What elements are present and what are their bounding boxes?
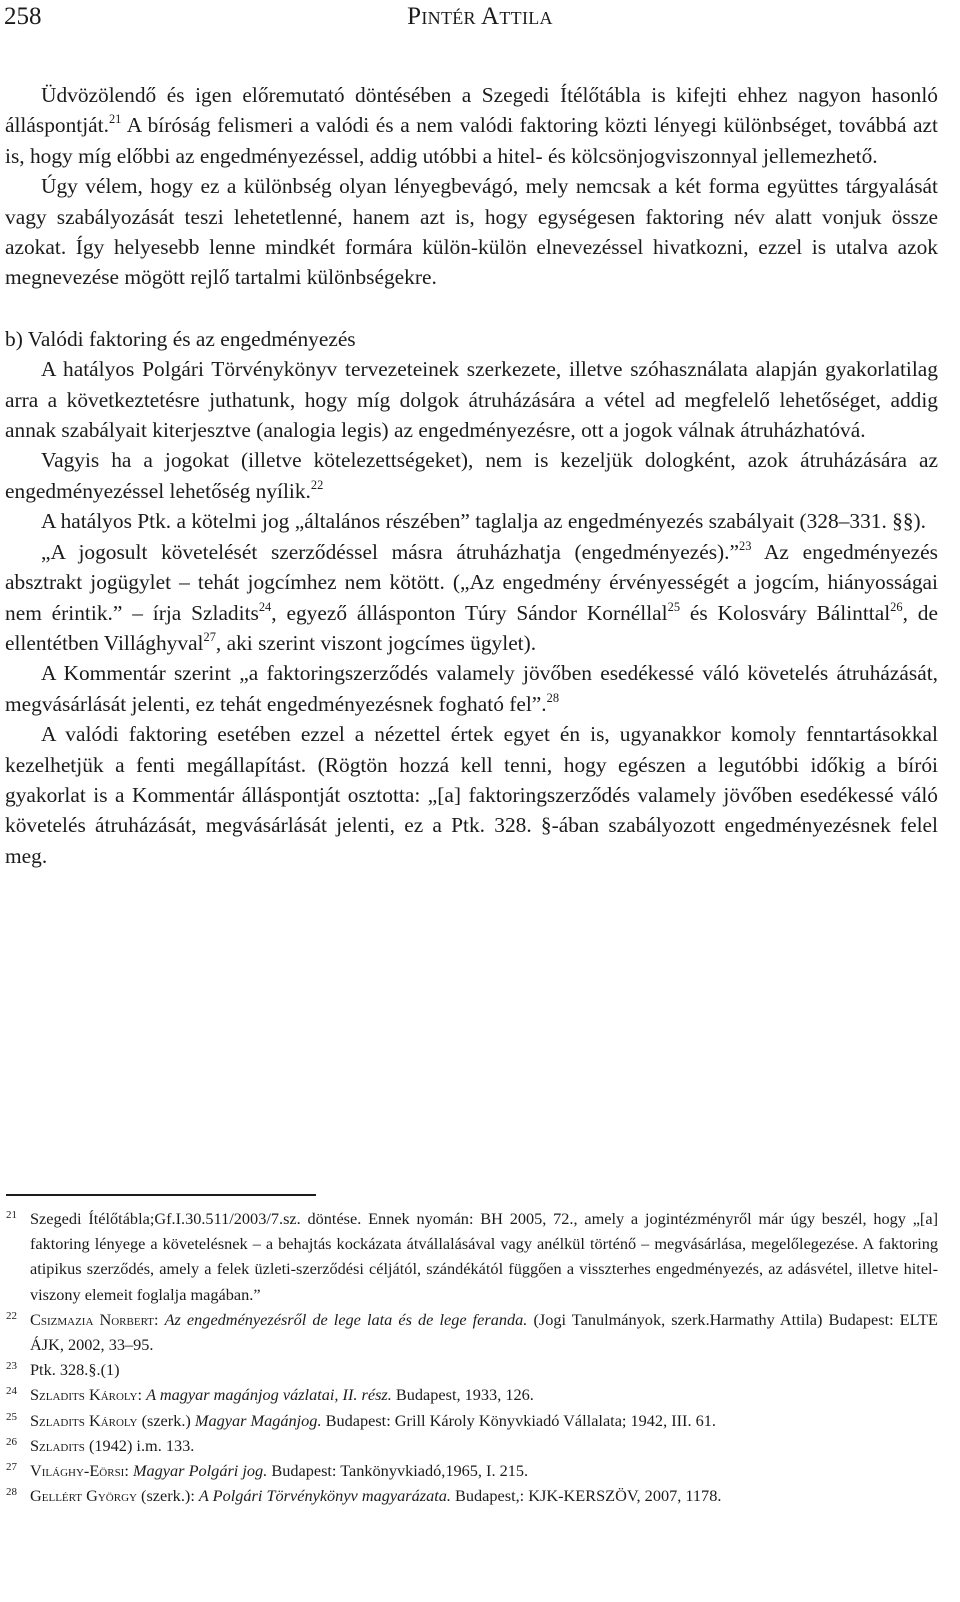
footnote-author: Világhy-Eörsi: xyxy=(30,1461,129,1481)
footnote-number: 26 xyxy=(6,1435,17,1448)
footnote-21 xyxy=(6,1206,938,1307)
page-number: 258 xyxy=(4,3,42,30)
footnote-number: 25 xyxy=(6,1410,17,1423)
footnote-text: Ptk. 328.§.(1) xyxy=(30,1360,120,1380)
section-heading: b) Valódi faktoring és az engedményezés xyxy=(5,326,356,351)
footnote-number: 24 xyxy=(6,1385,17,1398)
paragraph-6-text-c: , egyező állásponton Túry Sándor Kornéllal xyxy=(271,600,668,625)
paragraph-4-text: Vagyis ha a jogokat (illetve kötelezettségeket), nem is kezeljük dologként, azok átruházására az engedményezéssel lehetőség nyílik. xyxy=(5,448,938,503)
paragraph-6-text-a: „A jogosult követelését szerződéssel másra átruházhatja (engedményezés).” xyxy=(41,539,740,564)
footnote-number: 27 xyxy=(6,1461,17,1474)
footnote-22 xyxy=(6,1307,938,1357)
footnote-text: Budapest: Tankönyvkiadó,1965, I. 215. xyxy=(267,1461,529,1481)
footnote-text: (szerk.): xyxy=(136,1486,199,1506)
footnote-text: Budapest, 1933, 126. xyxy=(391,1385,534,1405)
paragraph-8: A valódi faktoring esetében ezzel a nézettel értek egyet én is, ugyanakkor komoly fenntartásokkal kezelhetjük a fenti megállapítást. (Rögtön hozzá kell tenni, hogy egészen a legutóbbi időkig a bírói gyakorlat is a Kommentár álláspontját osztotta: „[a] faktoringszerződés valamely jövőben esedékessé váló követelés átruházását, megvásárlását jelenti, ez a Ptk. 328. §-ában szabályozott engedményezésnek felel meg. xyxy=(5,722,938,868)
footnote-ref-28[interactable]: 28 xyxy=(546,690,560,705)
footnote-ref-21[interactable]: 21 xyxy=(108,112,122,127)
footnote-title: Magyar Magánjog. xyxy=(194,1410,322,1430)
footnote-author: Szladits xyxy=(30,1435,85,1455)
paragraph-6-text-f: , aki szerint viszont jogcímes ügylet). xyxy=(215,630,537,655)
footnote-ref-25[interactable]: 25 xyxy=(667,599,681,614)
footnote-26 xyxy=(6,1433,938,1458)
paragraph-4 xyxy=(5,445,938,506)
paragraph-6-text-b: Az engedményezés absztrakt jogügylet – tehát jogcímhez nem kötött. („Az engedmény érvényességét a jogcím, hiányosságai nem érintik.” – írja Szladits xyxy=(5,539,938,625)
paragraph-1 xyxy=(5,80,938,171)
footnote-27 xyxy=(6,1458,938,1483)
footnote-number: 23 xyxy=(6,1360,17,1373)
footnote-number: 21 xyxy=(6,1209,17,1221)
paragraph-6-text-d: és Kolosváry Bálinttal xyxy=(680,600,891,625)
footnote-title: A magyar magánjog vázlatai, II. rész. xyxy=(146,1385,392,1405)
paragraph-5: A hatályos Ptk. a kötelmi jog „általános részében” taglalja az engedményezés szabályait (328–331. §§). xyxy=(41,509,927,534)
footnote-author: Szladits Károly xyxy=(30,1410,138,1430)
footnote-text: Budapest,: KJK-KERSZÖV, 2007, 1178. xyxy=(450,1486,722,1506)
footnote-text: Budapest: Grill Károly Könyvkiadó Vállalata; 1942, III. 61. xyxy=(321,1410,716,1430)
footnote-divider xyxy=(6,1194,316,1196)
footnote-author: Gellért György xyxy=(30,1486,137,1506)
footnote-28 xyxy=(6,1483,938,1508)
footnote-text: (szerk.) xyxy=(137,1410,195,1430)
footnote-text: (Jogi Tanulmányok, szerk.Harmathy Attila) Budapest: ELTE ÁJK, 2002, 33–95. xyxy=(30,1309,938,1355)
paragraph-1-text-a: Üdvözölendő és igen előremutató döntésében a Szegedi Ítélőtábla is kifejti ehhez nagyon hasonló álláspontját. xyxy=(5,83,938,138)
paragraph-6 xyxy=(5,537,938,659)
footnote-number: 28 xyxy=(6,1486,17,1499)
paragraph-1-text-b: A bíróság felismeri a valódi és a nem valódi faktoring közti lényegi különbséget, továbbá azt is, hogy míg előbbi az engedményezéssel, addig utóbbi a hitel- és kölcsönjogviszonnyal jellemezhető. xyxy=(5,113,938,168)
running-head: Pintér Attila xyxy=(407,3,553,30)
paragraph-6-text-e: , de ellentétben Villághyval xyxy=(5,600,938,655)
footnote-ref-22[interactable]: 22 xyxy=(310,477,324,492)
footnote-ref-27[interactable]: 27 xyxy=(203,629,216,644)
footnote-title: Az engedményezésről de lege lata és de lege feranda. xyxy=(164,1309,528,1329)
footnote-title: Magyar Polgári jog. xyxy=(132,1461,268,1481)
paragraph-2: Úgy vélem, hogy ez a különbség olyan lényegbevágó, mely nemcsak a két forma együttes tárgyalását vagy szabályozását teszi lehetetlenné, hanem azt is, hogy egységesen faktoring név alatt vonjuk össze azokat. Így helyesebb lenne mindkét formára külön-külön elnevezéssel hivatkozni, ezzel is utalva azok megnevezése mögött rejlő tartalmi különbségekre. xyxy=(5,174,938,290)
footnote-ref-24[interactable]: 24 xyxy=(258,599,272,614)
footnote-number: 22 xyxy=(6,1309,17,1322)
footnote-ref-23[interactable]: 23 xyxy=(739,538,752,553)
paragraph-3: A hatályos Polgári Törvénykönyv tervezeteinek szerkezete, illetve szóhasználata alapján gyakorlatilag arra a következtetésre juthatunk, hogy míg dolgok átruházására a vétel ad megfelelő lehetőséget, addig annak szabályait kiterjesztve (analogia legis) az engedményezésre, ott a jogok válnak átruházhatóvá. xyxy=(5,357,938,443)
footnote-24 xyxy=(6,1382,938,1407)
footnotes xyxy=(6,1206,938,1508)
footnote-25 xyxy=(6,1408,938,1433)
paragraph-7 xyxy=(5,658,938,719)
footnote-author: Szladits Károly: xyxy=(30,1385,143,1405)
footnote-text: (1942) i.m. 133. xyxy=(84,1435,195,1455)
paragraph-7-text: A Kommentár szerint „a faktoringszerződés valamely jövőben esedékessé váló követelés átruházását, megvásárlását jelenti, ez tehát engedményezésnek fogható fel”. xyxy=(5,661,938,716)
footnote-author: Csizmazia Norbert: xyxy=(30,1309,159,1329)
footnote-title: A Polgári Törvénykönyv magyarázata. xyxy=(198,1486,451,1506)
footnote-text: Szegedi Ítélőtábla;Gf.I.30.511/2003/7.sz. döntése. Ennek nyomán: BH 2005, 72., amely a jogintézményről már úgy beszél, hogy „[a] faktoring lényege a követelésnek – a behajtás kockázata átvállalásával vagy anélkül történő – megvásárlása, megelőlegezése. A faktoring atipikus szerződés, amely a felek üzleti-szerződési céljától, szándékától függően a visszterhes engedményezés, az adásvétel, illetve hitelviszony elemeit foglalja magában.” xyxy=(30,1209,938,1304)
footnote-ref-26[interactable]: 26 xyxy=(890,599,903,614)
body-text xyxy=(5,80,938,871)
footnote-23 xyxy=(6,1357,938,1382)
